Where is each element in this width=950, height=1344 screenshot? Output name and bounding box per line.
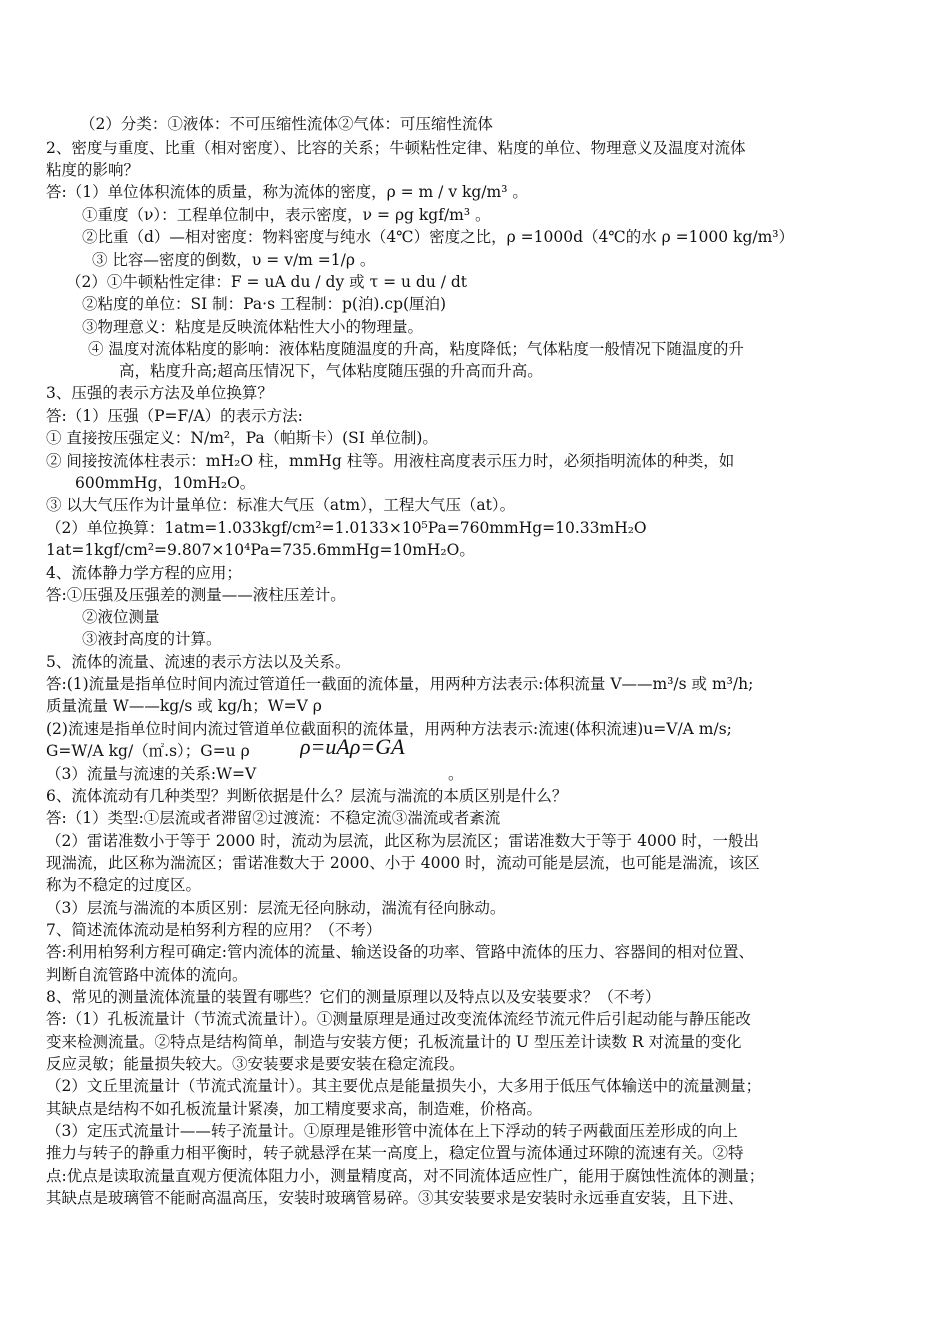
text-line: 答:（1）孔板流量计（节流式流量计）。①测量原理是通过改变流体流经节流元件后引起动能与静压能改 (46, 1010, 751, 1028)
text-line: 600mmHg，10mH₂O。 (75, 474, 256, 492)
text-line: 答:（1）单位体积流体的质量，称为流体的密度，ρ = m / v kg/m³ 。 (46, 183, 528, 201)
text-line: 1at=1kgf/cm²=9.807×10⁴Pa=735.6mmHg=10mH₂O。 (46, 541, 475, 559)
question-heading: 3、压强的表示方法及单位换算？ (46, 384, 273, 402)
formula: ρ=uAρ=GA (300, 736, 405, 758)
text-line: 答:（1）类型:①层流或者滞留②过渡流：不稳定流③湍流或者紊流 (46, 809, 501, 827)
question-heading: 6、流体流动有几种类型？判断依据是什么？层流与湍流的本质区别是什么？ (46, 787, 568, 805)
text-line: 判断自流管路中流体的流向。 (46, 966, 248, 984)
text-line: 反应灵敏；能量损失较大。③安装要求是要安装在稳定流段。 (46, 1055, 465, 1073)
text-line: 变来检测流量。②特点是结构简单，制造与安装方便；孔板流量计的 U 型压差计读数 R 对流量的变化 (46, 1033, 742, 1051)
text-line: 答:①压强及压强差的测量——液柱压差计。 (46, 586, 346, 604)
text-line: （2）①牛顿粘性定律：F = uA du / dy 或 τ = u du / dt (66, 273, 468, 291)
text-line: 。 (448, 765, 464, 783)
text-line: (2)流速是指单位时间内流过管道单位截面积的流体量，用两种方法表示:流速(体积流速)u=V/A m/s; (46, 720, 732, 738)
text-line: 质量流量 W——kg/s 或 kg/h；W=V ρ (46, 697, 322, 715)
text-line: ③ 比容—密度的倒数，υ = v/m =1/ρ 。 (92, 251, 376, 269)
text-line: （2）分类：①液体：不可压缩性流体②气体：可压缩性流体 (80, 115, 493, 133)
text-line: （2）雷诺准数小于等于 2000 时，流动为层流，此区称为层流区；雷诺准数大于等于 4000 时，一般出 (46, 832, 759, 850)
text-line: 推力与转子的静重力相平衡时，转子就悬浮在某一高度上，稳定位置与流体通过环隙的流速有关。②特 (46, 1144, 744, 1162)
text-line: 答:(1)流量是指单位时间内流过管道任一截面的流体量，用两种方法表示:体积流量 V——m³/s 或 m³/h; (46, 675, 754, 693)
text-line: ① 直接按压强定义：N/m²，Pa（帕斯卡）(SI 单位制)。 (46, 429, 438, 447)
text-line: ④ 温度对流体粘度的影响：液体粘度随温度的升高，粘度降低；气体粘度一般情况下随温度的升 (88, 340, 744, 358)
text-line: （3）层流与湍流的本质区别：层流无径向脉动，湍流有径向脉动。 (46, 899, 506, 917)
text-line: 粘度的影响？ (46, 161, 140, 179)
text-line: ② 间接按流体柱表示：mH₂O 柱，mmHg 柱等。用液柱高度表示压力时，必须指明流体的种类，如 (46, 452, 735, 470)
question-heading: 2、密度与重度、比重（相对密度）、比容的关系；牛顿粘性定律、粘度的单位、物理意义及温度对流体 (46, 139, 746, 157)
text-line: 其缺点是玻璃管不能耐高温高压，安装时玻璃管易碎。③其安装要求是安装时永远垂直安装，且下进、 (46, 1189, 744, 1207)
text-line: （3）流量与流速的关系:W=V (46, 765, 257, 783)
text-line: 其缺点是结构不如孔板流量计紧凑，加工精度要求高，制造难，价格高。 (46, 1100, 543, 1118)
question-heading: 4、流体静力学方程的应用； (46, 564, 242, 582)
text-line: ③物理意义：粘度是反映流体粘性大小的物理量。 (82, 318, 424, 336)
text-line: （3）定压式流量计——转子流量计。①原理是锥形管中流体在上下浮动的转子两截面压差形成的向上 (46, 1122, 738, 1140)
question-heading: 8、常见的测量流体流量的装置有哪些？它们的测量原理以及特点以及安装要求？（不考） (46, 988, 661, 1006)
question-heading: 5、流体的流量、流速的表示方法以及关系。 (46, 653, 351, 671)
text-line: ②液位测量 (82, 608, 160, 626)
text-line: G=W/A kg/（㎡.s）；G=u ρ (46, 742, 250, 760)
text-line: ②粘度的单位：SI 制：Pa·s 工程制：p(泊).cp(厘泊) (82, 295, 447, 313)
text-line: 称为不稳定的过度区。 (46, 876, 202, 894)
text-line: ③ 以大气压作为计量单位：标准大气压（atm），工程大气压（at）。 (46, 496, 516, 514)
text-line: ①重度（ν）：工程单位制中，表示密度，ν = ρg kgf/m³ 。 (82, 206, 491, 224)
question-heading: 7、简述流体流动是柏努利方程的应用？（不考） (46, 921, 382, 939)
text-line: ②比重（d）—相对密度：物料密度与纯水（4℃）密度之比，ρ =1000d（4℃的水 ρ =1000 kg/m³） (82, 228, 794, 246)
text-line: （2）单位换算：1atm=1.033kgf/cm²=1.0133×10⁵Pa=760mmHg=10.33mH₂O (46, 519, 647, 537)
text-line: （2）文丘里流量计（节流式流量计）。其主要优点是能量损失小，大多用于低压气体输送中的流量测量； (46, 1077, 762, 1095)
text-line: 高，粘度升高;超高压情况下，气体粘度随压强的升高而升高。 (119, 362, 543, 380)
text-line: ③液封高度的计算。 (82, 630, 222, 648)
text-line: 答:利用柏努利方程可确定:管内流体的流量、输送设备的功率、管路中流体的压力、容器间的相对位置、 (46, 943, 754, 961)
text-line: 点:优点是读取流量直观方便流体阻力小，测量精度高，对不同流体适应性广，能用于腐蚀性流体的测量； (46, 1167, 765, 1185)
text-line: 现湍流，此区称为湍流区；雷诺准数大于 2000、小于 4000 时，流动可能是层流，也可能是湍流，该区 (46, 854, 760, 872)
text-line: 答:（1）压强（P=F/A）的表示方法: (46, 407, 303, 425)
